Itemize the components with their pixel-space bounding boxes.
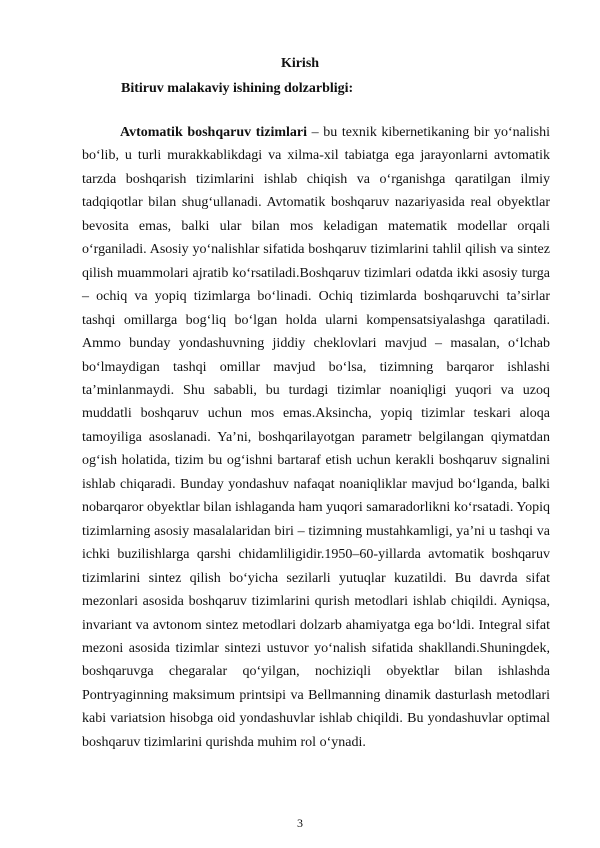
section-subtitle: Bitiruv malakaviy ishining dolzarbligi:: [121, 81, 354, 96]
paragraph-text: – bu texnik kibernetikaning bir yoʻnalishi boʻlib, u turli murakkablikdagi va xilma-xil tabiatga ega jarayonlarni avtomatik tarzda boshqarish tizimlarini ishlab chiqish va oʻrganishga qaratilgan ilmiy tadqiqotlar bilan shugʻullanadi. Avtomatik boshqaruv nazariyasida real obyektlar bevosita emas, balki ular bilan mos keladigan matematik modellar orqali oʻrganiladi. Asosiy yoʻnalishlar sifatida boshqaruv tizimlarini tahlil qilish va sintez qilish muammolari ajratib koʻrsatiladi.Boshqaruv tizimlari odatda ikki asosiy turga – ochiq va yopiq tizimlarga boʻlinadi. Ochiq tizimlarda boshqaruvchi taʼsirlar tashqi omillarga bogʻliq boʻlgan holda ularni kompensatsiyalashga qaratiladi. Ammo bunday yondashuvning jiddiy cheklovlari mavjud – masalan, oʻlchab boʻlmaydigan tashqi omillar mavjud boʻlsa, tizimning barqaror ishlashi taʼminlanmaydi. Shu sababli, bu turdagi tizimlar noaniqligi yuqori va uzoq muddatli boshqaruv uchun mos emas.Aksincha, yopiq tizimlar teskari aloqa tamoyiliga asoslanadi. Yaʼni, boshqarilayotgan parametr belgilangan qiymatdan ogʻish holatida, tizim bu ogʻishni bartaraf etish uchun kerakli boshqaruv signalini ishlab chiqaradi. Bunday yondashuv nafaqat noaniqliklar mavjud boʻlganda, balki nobarqaror obyektlar bilan ishlaganda ham yuqori samaradorlikni koʻrsatadi. Yopiq tizimlarning asosiy masalalaridan biri – tizimning mustahkamligi, yaʼni u tashqi va ichki buzilishlarga qarshi chidamliligidir.1950–60-yillarda avtomatik boshqaruv tizimlarini sintez qilish boʻyicha sezilarli yutuqlar kuzatildi. Bu davrda sifat mezonlari asosida boshqaruv tizimlarini qurish metodlari ishlab chiqildi. Ayniqsa, invariant va avtonom sintez metodlari dolzarb ahamiyatga ega boʻldi. Integral sifat mezoni asosida tizimlar sintezi ustuvor yoʻnalish sifatida shakllandi.Shuningdek, boshqaruvga chegaralar qoʻyilgan, nochiziqli obyektlar bilan ishlashda Pontryaginning maksimum printsipi va Bellmanning dinamik dasturlash metodlari kabi variatsion hisobga oid yondashuvlar ishlab chiqildi. Bu yondashuvlar optimal boshqaruv tizimlarini qurishda muhim rol oʻynadi.: [82, 125, 550, 750]
page-title: Kirish: [280, 56, 320, 71]
body-paragraph: [82, 121, 550, 754]
page-number: 3: [297, 816, 303, 830]
paragraph-lead-term: Avtomatik boshqaruv tizimlari: [120, 125, 308, 140]
